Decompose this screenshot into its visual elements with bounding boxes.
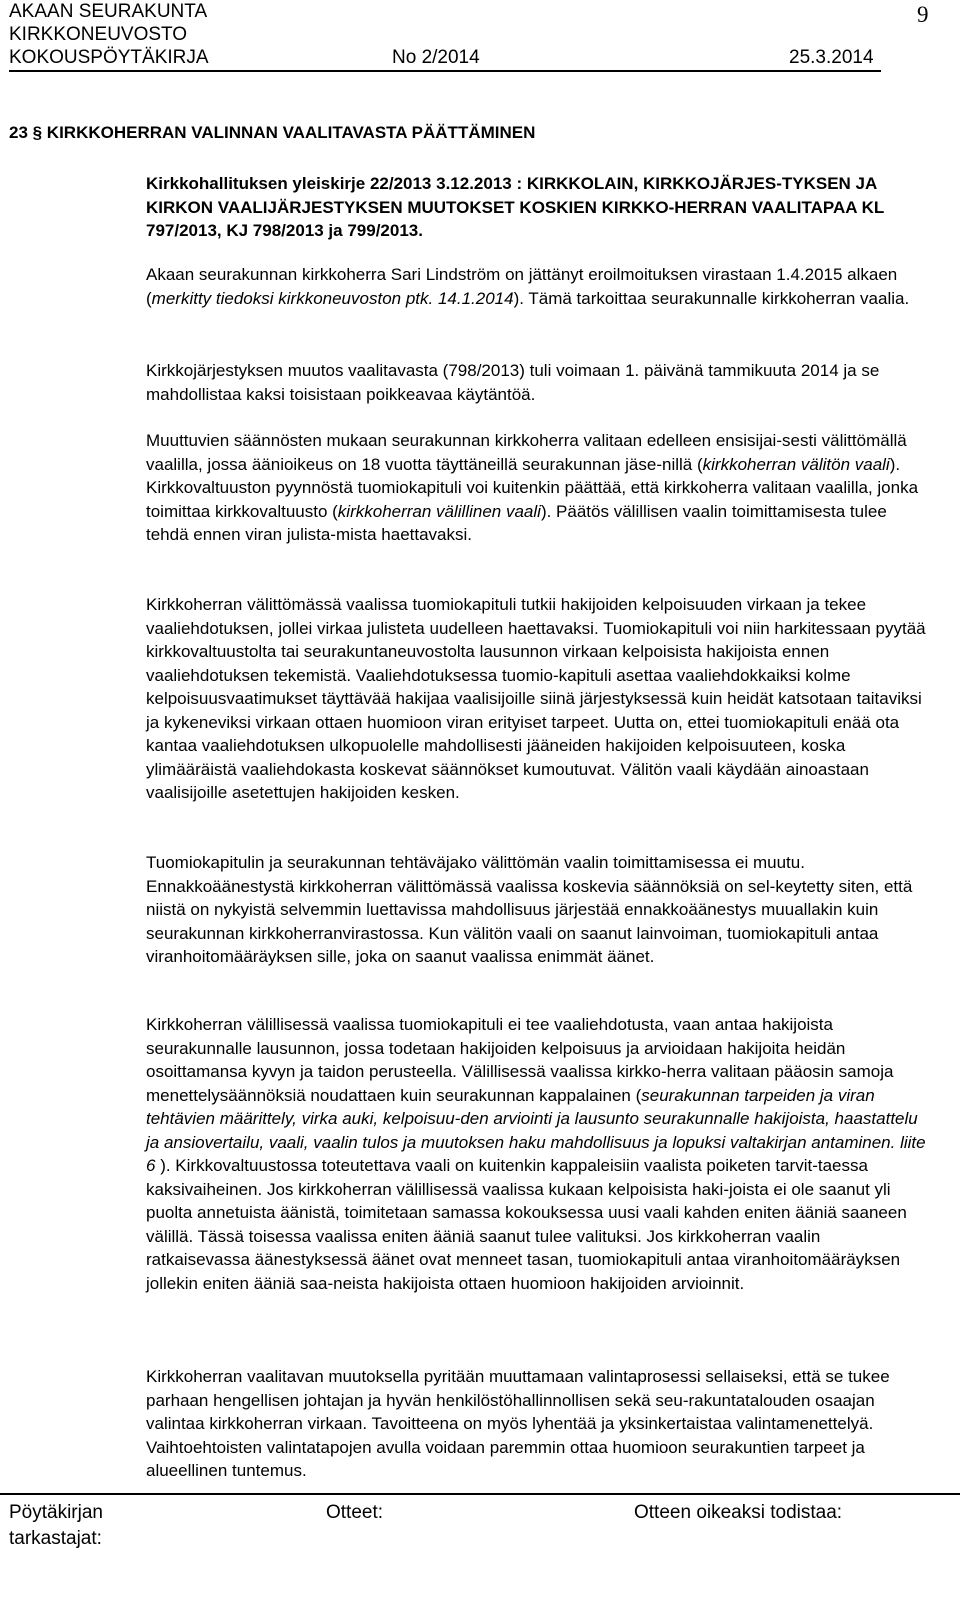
footer-certified: Otteen oikeaksi todistaa: <box>634 1502 843 1523</box>
footer-reviewers: Pöytäkirjan tarkastajat: <box>9 1502 103 1549</box>
paragraph-election-types <box>146 429 928 547</box>
document-type: KOKOUSPÖYTÄKIRJA <box>9 47 209 68</box>
body-name: KIRKKONEUVOSTO <box>9 24 188 45</box>
italic-run: seurakunnan tarpeiden ja viran tehtävien määrittely, virka auki, kelpoisuu-den arviointi ja lausunto seurakunnalle hakijoista, haastattelu ja ansiovertailu, vaali, vaalin tulos ja muutoksen haku mahdollisuus ja lopuksi valtakirjan antaminen. liite 6 <box>146 1085 926 1175</box>
text-run: ). Kirkkovaltuuston pyynnöstä tuomiokapituli voi kuitenkin päättää, että kirkkoherra valitaan vaalilla, jonka toimittaa kirkkovaltuusto ( <box>146 454 919 521</box>
document-number: No 2/2014 <box>392 47 480 68</box>
header-divider <box>9 70 881 72</box>
text-run: Muuttuvien säännösten mukaan seurakunnan kirkkoherra valitaan edelleen ensisijai-sesti välittömällä vaalilla, jossa äänioikeus on 18 vuotta täyttäneillä seurakunnan jäse-nillä ( <box>146 431 907 474</box>
paragraph-indirect-election <box>146 1013 928 1295</box>
organization-name: AKAAN SEURAKUNTA <box>9 1 208 22</box>
text-run: Akaan seurakunnan kirkkoherra Sari Lindström on jättänyt eroilmoituksen virastaan 1.4.2015 alkaen ( <box>146 265 898 308</box>
footer-extracts: Otteet: <box>326 1502 384 1523</box>
italic-run: merkitty tiedoksi kirkkoneuvoston ptk. 14.1.2014 <box>151 288 514 308</box>
text-run: ). Kirkkovaltuustossa toteutettava vaali on kuitenkin kappaleisiin vaalista poiketen tarvit-taessa kaksivaiheinen. Jos kirkkoherran välillisessä vaalissa kukaan kelpoisista haki-joista ei ole saanut yli puolta annetuista äänistä, toimitetaan samassa kokouksessa uusi vaali kahden eniten ääniä saaneen välillä. Tässä toisessa vaalissa eniten ääniä saanut tulee valituksi. Jos kirkkoherran vaalin ratkaisevassa äänestyksessä äänet ovat menneet tasan, tuomiokapituli antaa viranhoitomääräyksen jollekin eniten ääniä saa-neista hakijoista ottaen huomioon hakijoiden arvioinnit. <box>146 1156 907 1293</box>
paragraph-amendment: Kirkkojärjestyksen muutos vaalitavasta (798/2013) tuli voimaan 1. päivänä tammikuuta 2014 ja se mahdollistaa kaksi toisistaan poikkeavaa käytäntöä. <box>146 361 880 404</box>
paragraph-direct-election: Kirkkoherran välittömässä vaalissa tuomiokapituli tutkii hakijoiden kelpoisuuden virkaan ja tekee vaaliehdotuksen, jollei virkaa julisteta uudelleen haettavaksi. Tuomiokapituli voi niin harkitessaan pyytää kirkkovaltuustolta tai seurakuntaneuvostolta lausunnon virkaan kelpoisista hakijoista ennen vaaliehdotuksen tekemistä. Vaaliehdotuksessa tuomio-kapituli asettaa vaaliehdokkaiksi kolme kelpoisuusvaatimukset täyttävää hakijaa vaalisijoille siinä järjestyksessä kuin heidät katsotaan taitaviksi ja kykeneviksi virkaan ottaen huomioon viran erityiset tarpeet. Uutta on, ettei tuomiokapituli enää ota kantaa vaaliehdotuksen ulkopuolelle mahdollisesti jääneiden hakijoiden kelpoisuuteen, koska ylimääräistä vaaliehdokasta koskevat säännökset kumoutuvat. Välitön vaali käydään ainoastaan vaalisijoille asetettujen hakijoiden kesken. <box>146 595 926 802</box>
text-run: ). Tämä tarkoittaa seurakunnalle kirkkoherran vaalia. <box>513 288 910 308</box>
paragraph-resignation <box>146 263 928 310</box>
document-header <box>9 0 889 69</box>
footer-divider <box>0 1493 960 1495</box>
italic-run: kirkkoherran välitön vaali <box>702 454 890 474</box>
paragraph-goal: Kirkkoherran vaalitavan muutoksella pyritään muuttamaan valintaprosessi sellaiseksi, että se tukee parhaan hengellisen johtajan ja hyvän henkilöstöhallinnollisen sekä seu-rakuntatalouden osaajan valintaa kirkkoherran virkaan. Tavoitteena on myös lyhentää ja yksinkertaistaa valintamenettelyä. Vaihtoehtoisten valintatapojen avulla voidaan paremmin ottaa huomioon seurakuntien tarpeet ja alueellinen tuntemus. <box>146 1367 890 1480</box>
meeting-date: 25.3.2014 <box>789 47 874 68</box>
page-number: 9 <box>917 2 929 27</box>
text-run: Kirkkoherran välillisessä vaalissa tuomiokapituli ei tee vaaliehdotusta, vaan antaa hakijoista seurakunnalle lausunnon, jossa todetaan hakijoiden kelpoisuus ja arvioidaan hakijoita heidän osoittamansa kyvyn ja taidon perusteella. Välillisessä vaalissa kirkko-herra valitaan pääosin samoja menettelysäännöksiä noudattaen kuin seurakunnan kappalainen ( <box>146 1015 894 1105</box>
italic-run: kirkkoherran välillinen vaali <box>337 501 541 521</box>
section-title: 23 § KIRKKOHERRAN VALINNAN VAALITAVASTA PÄÄTTÄMINEN <box>9 123 536 142</box>
text-run: ). Päätös välillisen vaalin toimittamisesta tulee tehdä ennen viran julista-mista haettavaksi. <box>146 501 887 544</box>
subject-heading: Kirkkohallituksen yleiskirje 22/2013 3.12.2013 : KIRKKOLAIN, KIRKKOJÄRJES-TYKSEN JA KIRKON VAALIJÄRJESTYKSEN MUUTOKSET KOSKIEN KIRKKO-HERRAN VAALITAPAA KL 797/2013, KJ 798/2013 ja 799/2013. <box>146 174 884 240</box>
header-doc-row <box>9 46 889 69</box>
paragraph-task-division: Tuomiokapitulin ja seurakunnan tehtäväjako välittömän vaalin toimittamisessa ei muutu. Ennakkoäänestystä kirkkoherran välittömässä vaalissa koskevia säännöksiä on sel-keytetty siten, että niistä on nykyistä selvemmin luettavissa mahdollisuus järjestää ennakkoäänestys muuallakin kuin seurakunnan kirkkoherranvirastossa. Kun välitön vaali on saanut lainvoiman, tuomiokapituli antaa viranhoitomääräyksen sille, joka on saanut vaalissa enimmät äänet. <box>146 853 913 966</box>
